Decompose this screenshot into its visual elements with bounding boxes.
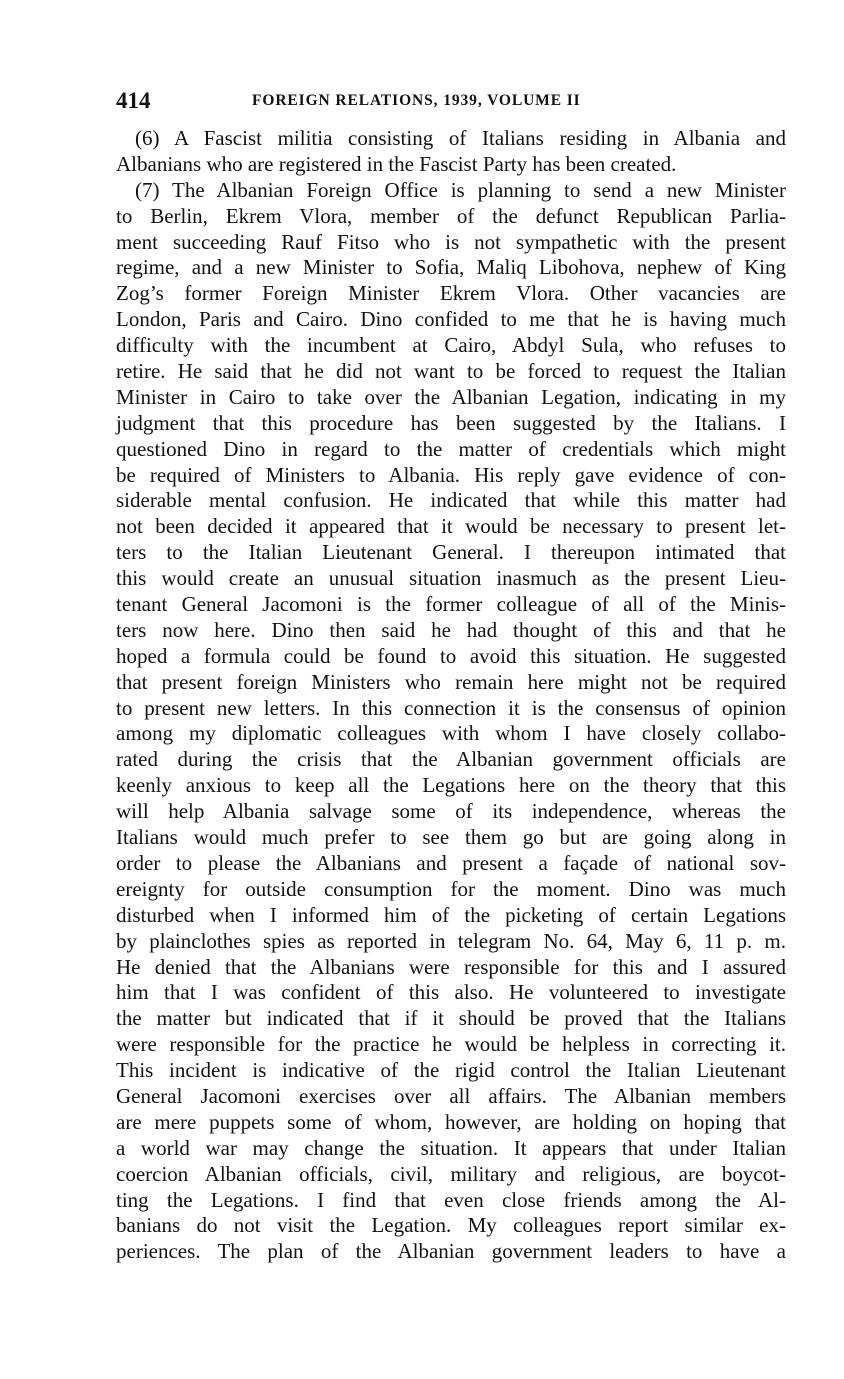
text-line: banians do not visit the Legation. My colleagues report similar ex- (116, 1213, 786, 1238)
text-line: not been decided it appeared that it would be necessary to present let- (116, 514, 786, 539)
text-line: Italians would much prefer to see them go but are going along in (116, 825, 786, 850)
text-line: to present new letters. In this connection it is the consensus of opinion (116, 695, 786, 720)
text-line: order to please the Albanians and present a façade of national sov- (116, 850, 786, 875)
text-line: siderable mental confusion. He indicated that while this matter had (116, 488, 786, 513)
text-line: Zog’s former Foreign Minister Ekrem Vlora. Other vacancies are (116, 281, 786, 306)
page-number: 414 (116, 88, 151, 113)
text-line: coercion Albanian officials, civil, military and religious, are boycot- (116, 1161, 786, 1186)
text-line: (7) The Albanian Foreign Office is planning to send a new Minister (135, 177, 786, 202)
text-line: him that I was confident of this also. He volunteered to investigate (116, 980, 786, 1005)
text-line: by plainclothes spies as reported in telegram No. 64, May 6, 11 p. m. (116, 928, 786, 953)
text-line: General Jacomoni exercises over all affairs. The Albanian members (116, 1083, 786, 1108)
text-line: difficulty with the incumbent at Cairo, Abdyl Sula, who refuses to (116, 333, 786, 358)
text-line: This incident is indicative of the rigid control the Italian Lieutenant (116, 1058, 786, 1083)
text-line: disturbed when I informed him of the picketing of certain Legations (116, 902, 786, 927)
text-line: ereignty for outside consumption for the moment. Dino was much (116, 876, 786, 901)
text-line: regime, and a new Minister to Sofia, Maliq Libohova, nephew of King (116, 255, 786, 280)
text-line: that present foreign Ministers who remain here might not be required (116, 669, 786, 694)
text-line: were responsible for the practice he would be helpless in correcting it. (116, 1032, 786, 1057)
text-line: ment succeeding Rauf Fitso who is not sympathetic with the present (116, 229, 786, 254)
text-line: tenant General Jacomoni is the former colleague of all of the Minis- (116, 592, 786, 617)
text-line: a world war may change the situation. It appears that under Italian (116, 1135, 786, 1160)
text-line: among my diplomatic colleagues with whom I have closely collabo- (116, 721, 786, 746)
text-line: keenly anxious to keep all the Legations here on the theory that this (116, 773, 786, 798)
text-line: periences. The plan of the Albanian government leaders to have a (116, 1239, 786, 1264)
text-line: will help Albania salvage some of its independence, whereas the (116, 799, 786, 824)
text-line: ters now here. Dino then said he had thought of this and that he (116, 617, 786, 642)
text-line: Albanians who are registered in the Fascist Party has been created. (116, 151, 677, 176)
text-line: ting the Legations. I find that even close friends among the Al- (116, 1187, 786, 1212)
text-line: questioned Dino in regard to the matter of credentials which might (116, 436, 786, 461)
running-head: FOREIGN RELATIONS, 1939, VOLUME II (252, 92, 581, 109)
text-line: (6) A Fascist militia consisting of Italians residing in Albania and (135, 126, 786, 150)
text-line: ters to the Italian Lieutenant General. I thereupon intimated that (116, 540, 786, 565)
text-line: judgment that this procedure has been suggested by the Italians. I (116, 410, 786, 435)
text-line: this would create an unusual situation inasmuch as the present Lieu- (116, 566, 786, 591)
body-text (116, 126, 786, 1265)
text-line: He denied that the Albanians were responsible for this and I assured (116, 954, 786, 979)
text-line: Minister in Cairo to take over the Albanian Legation, indicating in my (116, 384, 786, 409)
page-header (116, 84, 786, 118)
text-line: are mere puppets some of whom, however, are holding on hoping that (116, 1109, 786, 1134)
text-line: London, Paris and Cairo. Dino confided to me that he is having much (116, 307, 786, 332)
text-line: retire. He said that he did not want to be forced to request the Italian (116, 359, 786, 384)
text-line: rated during the crisis that the Albanian government officials are (116, 747, 786, 772)
text-line: be required of Ministers to Albania. His reply gave evidence of con- (116, 462, 786, 487)
text-line: the matter but indicated that if it should be proved that the Italians (116, 1006, 786, 1031)
text-line: to Berlin, Ekrem Vlora, member of the defunct Republican Parlia- (116, 203, 786, 228)
text-line: hoped a formula could be found to avoid this situation. He suggested (116, 643, 786, 668)
